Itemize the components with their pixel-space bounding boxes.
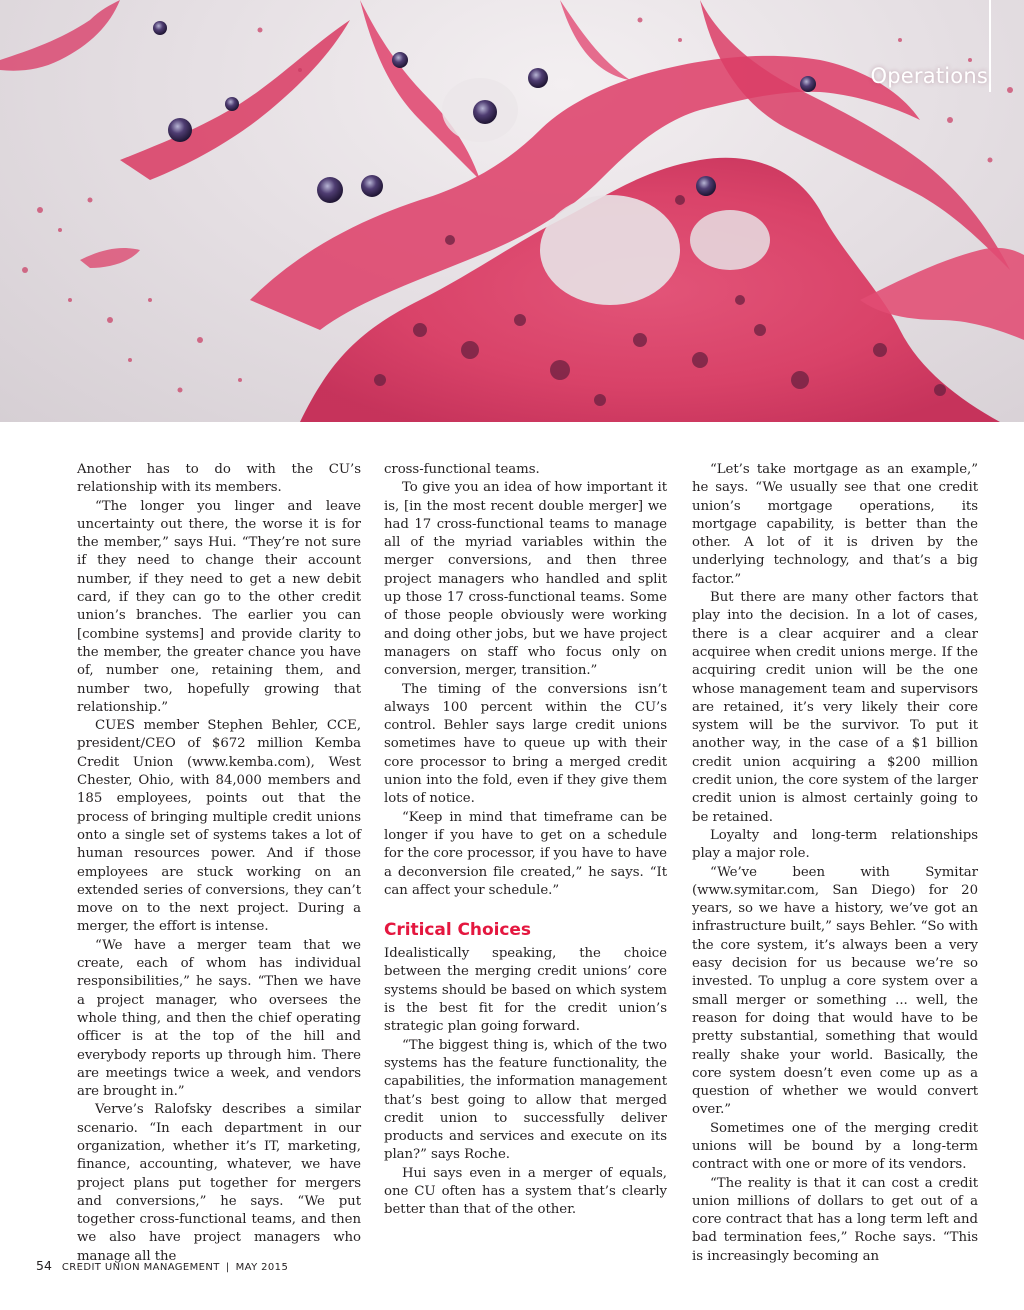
article-column-1 <box>77 461 361 1266</box>
page-footer <box>36 1258 288 1273</box>
paragraph: “The longer you linger and leave uncertainty out there, the worse it is for the member,” says Hui. “They’re not sure if they need to change their account number, if they need to get a new debit card, if they can go to the other credit union’s branches. The earlier you can [combine systems] and provide clarity to the member, the greater chance you have of, number one, retaining them, and number two, hopefully growing that relationship.” <box>77 498 361 715</box>
article-column-2 <box>384 461 667 1220</box>
paragraph: Another has to do with the CU’s relationship with its members. <box>77 462 361 496</box>
paragraph: Verve’s Ralofsky describes a similar scenario. “In each department in our organization, whether it’s IT, marketing, finance, accounting, whatever, we have project plans put together for mergers and conversions,” he says. “We put together cross-functional teams, and then we also have project managers who manage all the <box>77 1102 361 1264</box>
paragraph: Sometimes one of the merging credit unions will be bound by a long-term contract with one or more of its vendors. <box>692 1120 978 1173</box>
page-number: 54 <box>36 1258 52 1273</box>
paragraph: cross-functional teams. <box>384 462 540 477</box>
paragraph: To give you an idea of how important it is, [in the most recent double merger] we had 17 cross-functional teams to manage all of the myriad variables within the merger conversions, and then three project managers who handled and split up those 17 cross-functional teams. Some of those people obviously were working and doing other jobs, but we have project managers on staff who focus only on conversion, merger, transition.” <box>384 480 667 679</box>
paragraph: CUES member Stephen Behler, CCE, president/CEO of $672 million Kemba Credit Union (www.kemba.com), West Chester, Ohio, with 84,000 members and 185 employees, points out that the process of bringing multiple credit unions onto a single set of systems takes a lot of human resources power. And if those employees are stuck working on an extended series of conversions, they can’t move on to the next project. During a merger, the effort is intense. <box>77 718 361 935</box>
paragraph: “We’ve been with Symitar (www.symitar.com, San Diego) for 20 years, so we have a history, we’ve got an infrastructure built,” says Behler. “So with the core system, it’s always been a very easy decision for us because we’re so invested. To unplug a core system over a small merger or something ... well, the reason for doing that would have to be pretty substantial, something that would really shake your world. Basically, the core system doesn’t even come up as a question of whether we would convert over.” <box>692 864 978 1118</box>
paragraph: But there are many other factors that play into the decision. In a lot of cases, there is a clear acquirer and a clear acquiree when credit unions merge. If the acquiring credit union will be the one whose management team and supervisors are retained, it’s very likely their core system will be the survivor. To put it another way, in the case of a $1 billion credit union acquiring a $200 million credit union, the core system of the larger credit union is almost certainly going to be retained. <box>692 590 978 825</box>
paragraph: “We have a merger team that we create, each of whom has individual responsibilities,” he says. “Then we have a project manager, who oversees the whole thing, and then the chief operating officer is at the top of the hill and everybody reports up through him. There are meetings twice a week, and vendors are brought in.” <box>77 937 361 1100</box>
section-subhead: Critical Choices <box>384 920 531 941</box>
paragraph: “Keep in mind that timeframe can be longer if you have to get on a schedule for the core processor, if you have to have a deconversion file created,” he says. “It can affect your schedule.” <box>384 809 667 898</box>
publication-name: CREDIT UNION MANAGEMENT <box>61 1262 220 1273</box>
paragraph: “Let’s take mortgage as an example,” he says. “We usually see that one credit union’s mortgage operations, its mortgage capability, is better than the other. A lot of it is driven by the underlying technology, and that’s a big factor.” <box>692 462 978 587</box>
footer-separator: | <box>225 1262 230 1273</box>
paragraph: Hui says even in a merger of equals, one CU often has a system that’s clearly better than that of the other. <box>384 1165 667 1218</box>
paragraph: Loyalty and long-term relationships play a major role. <box>692 827 978 862</box>
paragraph: “The biggest thing is, which of the two systems has the feature functionality, the capabilities, the information management that’s best going to allow that merged credit union to successfully deliver products and services and execute on its plan?” says Roche. <box>384 1037 667 1163</box>
paragraph: Idealistically speaking, the choice between the merging credit unions’ core systems should be based on which system is the best fit for the credit union’s strategic plan going forward. <box>384 946 667 1035</box>
section-tab-rule <box>989 0 991 92</box>
paragraph: “The reality is that it can cost a credit union millions of dollars to get out of a core contract that has a long term left and bad termination fees,” Roche says. “This is increasingly becoming an <box>692 1175 978 1264</box>
paragraph: The timing of the conversions isn’t always 100 percent within the CU’s control. Behler says large credit unions sometimes have to queue up with their core processor to bring a merged credit union into the fold, even if they give them lots of notice. <box>384 681 667 807</box>
article-column-3 <box>692 461 978 1266</box>
issue-date: MAY 2015 <box>235 1262 289 1273</box>
section-label: Operations <box>870 64 988 88</box>
hero-photo <box>0 0 1024 422</box>
